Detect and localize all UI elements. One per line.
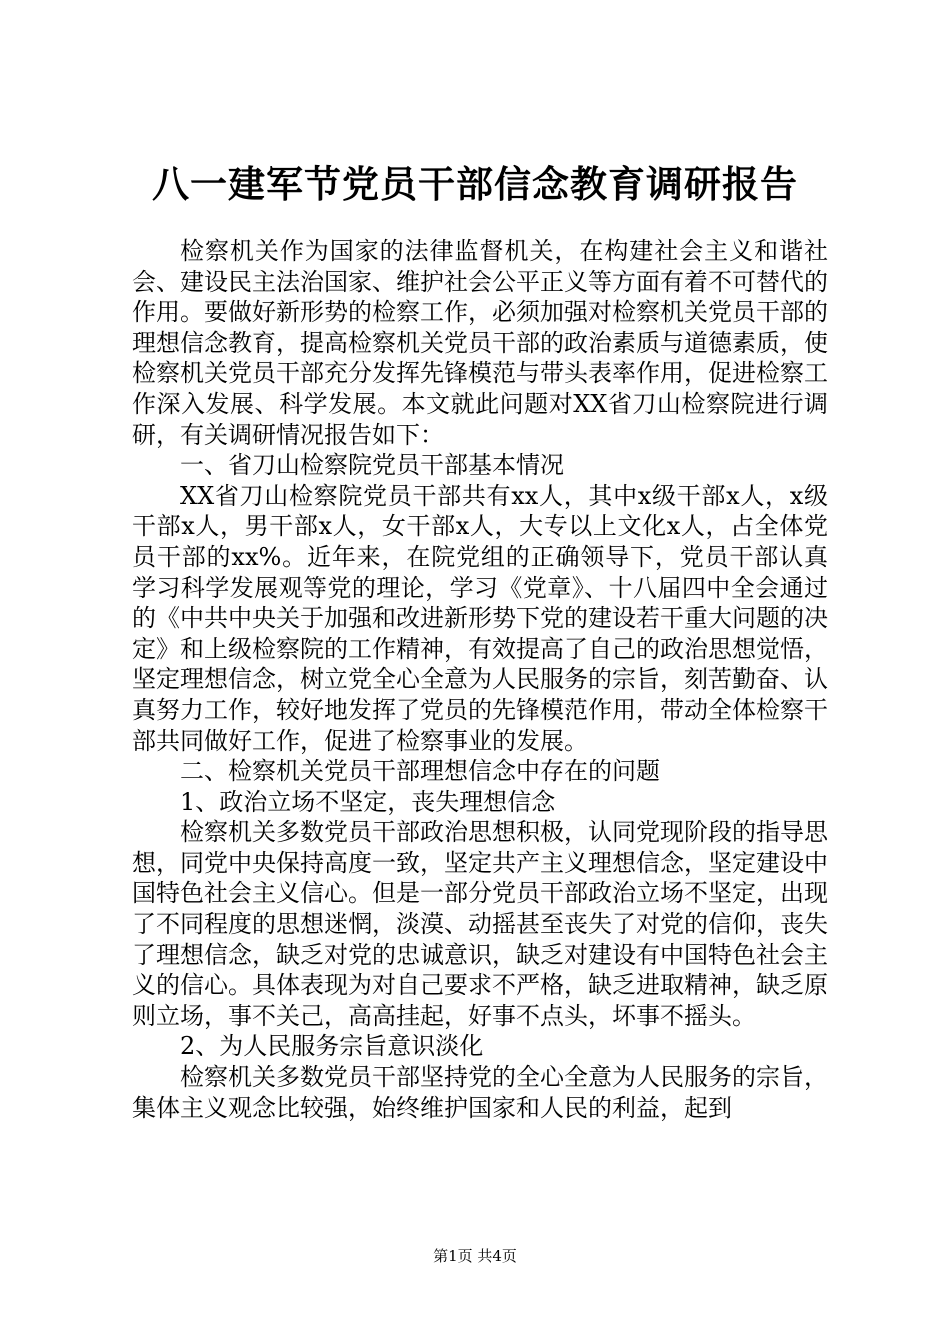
section-heading-1: 一、省刀山检察院党员干部基本情况: [180, 451, 564, 480]
subsection-heading-2: 2、为人民服务宗旨意识淡化: [180, 1032, 484, 1061]
document-title: 八一建军节党员干部信念教育调研报告: [152, 162, 798, 206]
page-footer: 第1页 共4页: [433, 1247, 517, 1265]
subsection-heading-1: 1、政治立场不坚定，丧失理想信念: [180, 787, 556, 816]
paragraph-political-stance: 检察机关多数党员干部政治思想积极，认同党现阶段的指导思想，同党中央保持高度一致，坚定共产主义理想信念，坚定建设中国特色社会主义信心。但是一部分党员干部政治立场不坚定，出现了不同程度的思想迷惘，淡漠、动摇甚至丧失了对党的信仰，丧失了理想信念，缺乏对党的忠诚意识，缺乏对建设有中国特色社会主义的信心。具体表现为对自己要求不严格，缺乏进取精神，缺乏原则立场，事不关己，高高挂起，好事不点头，坏事不摇头。: [132, 818, 828, 1030]
section-heading-2: 二、检察机关党员干部理想信念中存在的问题: [180, 757, 660, 786]
paragraph-basic-situation: XX省刀山检察院党员干部共有xx人，其中x级干部x人，x级干部x人，男干部x人，女干部x人，大专以上文化x人，占全体党员干部的xx%。近年来，在院党组的正确领导下，党员干部认真学习科学发展观等党的理论，学习《党章》、十八届四中全会通过的《中共中央关于加强和改进新形势下党的建设若干重大问题的决定》和上级检察院的工作精神，有效提高了自己的政治思想觉悟，坚定理想信念，树立党全心全意为人民服务的宗旨，刻苦勤奋、认真努力工作，较好地发挥了党员的先锋模范作用，带动全体检察干部共同做好工作，促进了检察事业的发展。: [132, 481, 828, 755]
document-body: [132, 236, 828, 1123]
paragraph-intro: 检察机关作为国家的法律监督机关，在构建社会主义和谐社会、建设民主法治国家、维护社会公平正义等方面有着不可替代的作用。要做好新形势的检察工作，必须加强对检察机关党员干部的理想信念教育，提高检察机关党员干部的政治素质与道德素质，使检察机关党员干部充分发挥先锋模范与带头表率作用，促进检察工作深入发展、科学发展。本文就此问题对XX省刀山检察院进行调研，有关调研情况报告如下：: [132, 237, 828, 449]
paragraph-service-purpose: 检察机关多数党员干部坚持党的全心全意为人民服务的宗旨，集体主义观念比较强，始终维护国家和人民的利益，起到: [132, 1063, 828, 1122]
